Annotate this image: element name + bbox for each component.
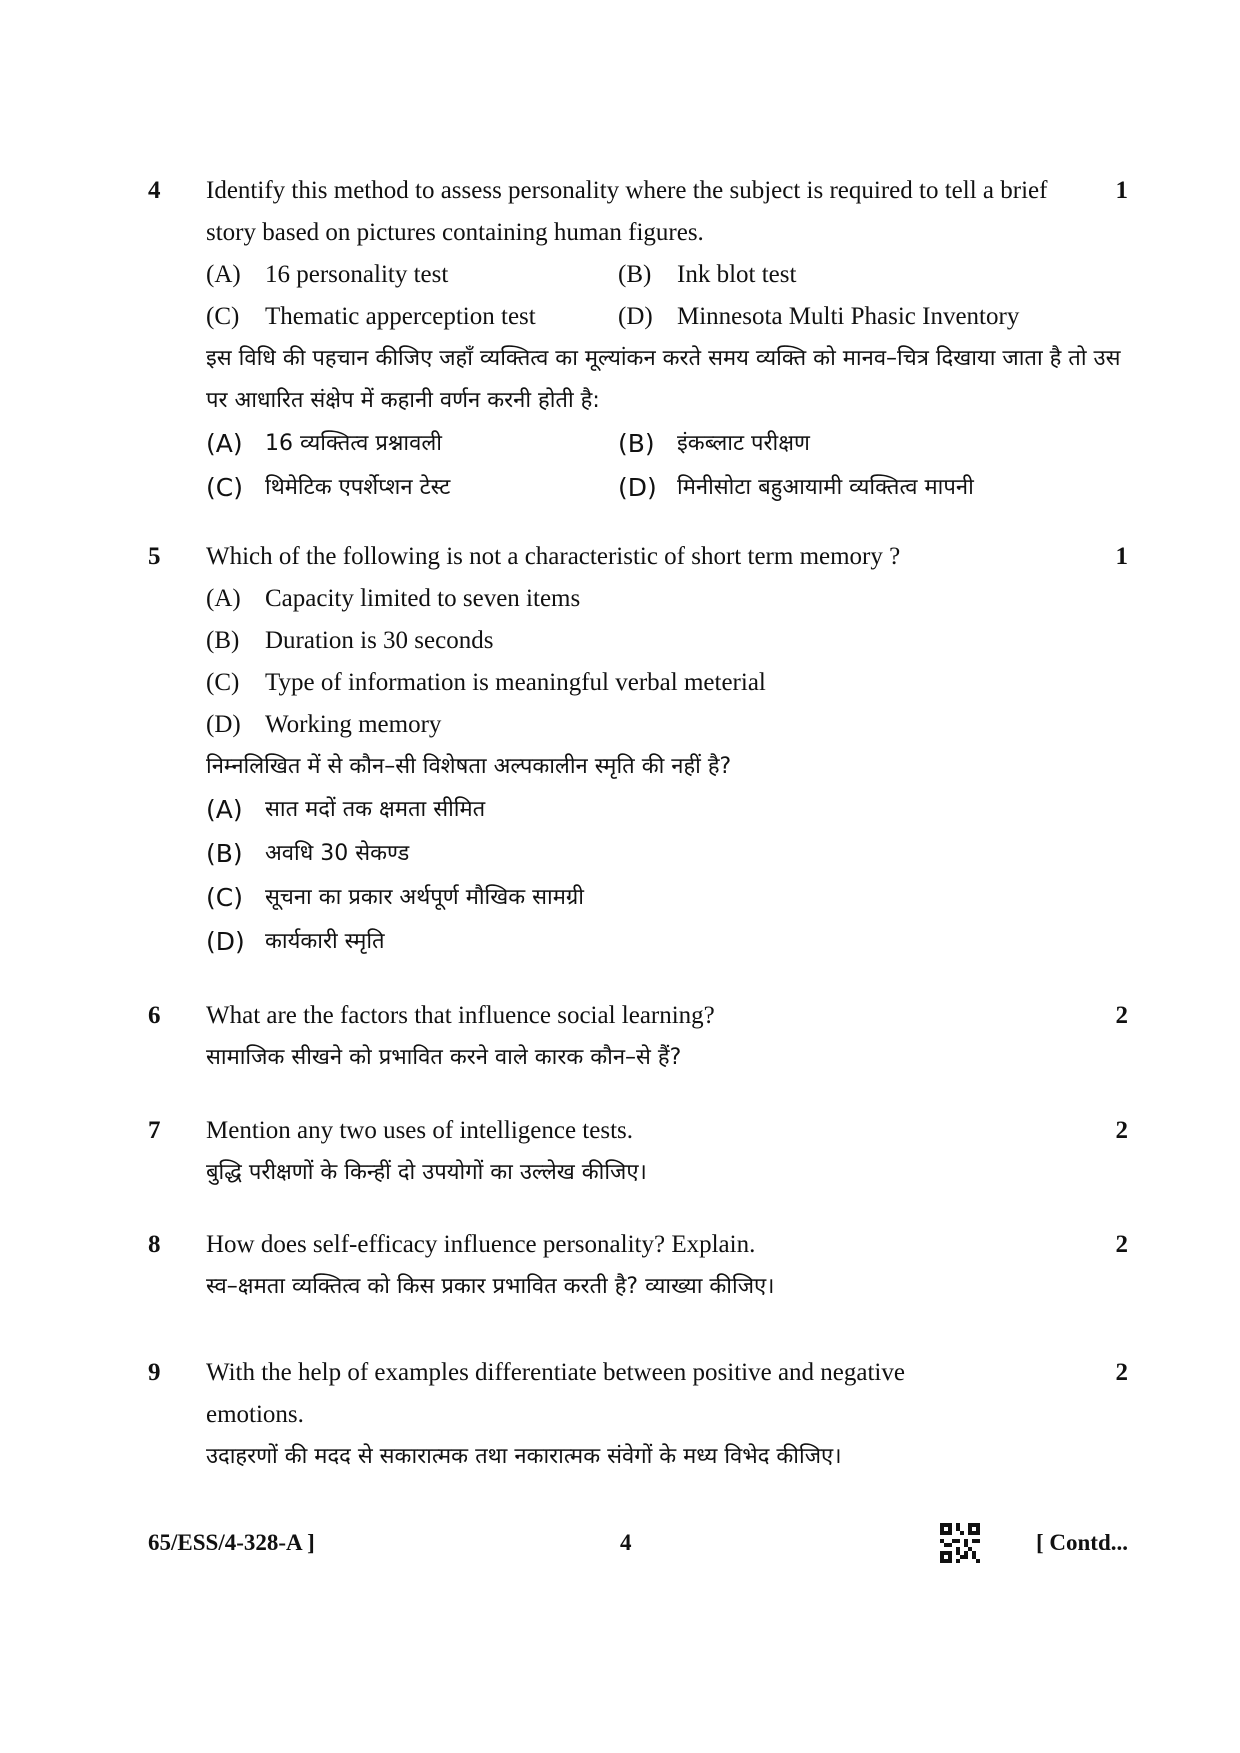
question-number: 8	[148, 1231, 161, 1258]
option-c-en: (C) Type of information is meaningful verbal meterial	[206, 669, 766, 696]
option-d-en: (D) Working memory	[206, 711, 442, 738]
question-number: 5	[148, 543, 161, 570]
question-number: 7	[148, 1117, 161, 1144]
page-number: 4	[620, 1530, 632, 1555]
question-marks: 2	[1115, 1002, 1128, 1029]
option-d-en: (D) Minnesota Multi Phasic Inventory	[618, 303, 1020, 330]
option-d-hi: (D) मिनीसोटा बहुआयामी व्यक्तित्व मापनी	[618, 473, 974, 502]
question-text-hi: इस विधि की पहचान कीजिए जहाँ व्यक्तित्व का मूल्यांकन करते समय व्यक्ति को मानव–चित्र दिखाया जाता है तो उस पर आधारित संक्षेप में कहानी वर्णन करनी होती है:	[206, 346, 1121, 413]
question-number: 6	[148, 1002, 161, 1029]
option-a-hi: (A) 16 व्यक्तित्व प्रश्नावली	[206, 429, 442, 458]
question-marks: 2	[1115, 1231, 1128, 1258]
option-b-en: (B) Duration is 30 seconds	[206, 627, 494, 654]
options-en	[206, 254, 1066, 338]
question-marks: 2	[1115, 1117, 1128, 1144]
question-text-en: What are the factors that influence social learning?	[206, 1002, 715, 1029]
options-hi	[206, 788, 1066, 964]
paper-code: 65/ESS/4-328-A ]	[148, 1530, 315, 1555]
option-d-hi: (D) कार्यकारी स्मृति	[206, 927, 385, 956]
option-a-en: (A) Capacity limited to seven items	[206, 585, 581, 612]
question-text-en: How does self-efficacy influence personality? Explain.	[206, 1231, 756, 1258]
continued-label: [ Contd...	[1035, 1530, 1128, 1555]
question-text-en: Mention any two uses of intelligence tests.	[206, 1117, 634, 1144]
question-number: 4	[148, 177, 161, 204]
question-marks: 2	[1115, 1359, 1128, 1386]
question-text-hi: सामाजिक सीखने को प्रभावित करने वाले कारक कौन–से हैं?	[206, 1045, 682, 1070]
option-b-en: (B) Ink blot test	[618, 261, 797, 288]
question-text-hi: उदाहरणों की मदद से सकारात्मक तथा नकारात्मक संवेगों के मध्य विभेद कीजिए।	[206, 1444, 842, 1469]
option-b-hi: (B) अवधि 30 सेकण्ड	[206, 839, 410, 868]
question-text-en: Identify this method to assess personality where the subject is required to tell a brief story based on pictures containing human figures.	[206, 177, 1048, 246]
option-a-hi: (A) सात मदों तक क्षमता सीमित	[206, 795, 486, 824]
option-a-en: (A) 16 personality test	[206, 261, 449, 288]
question-text-en: With the help of examples differentiate between positive and negative emotions.	[206, 1359, 905, 1428]
question-text-hi: निम्नलिखित में से कौन–सी विशेषता अल्पकालीन स्मृति की नहीं है?	[206, 754, 732, 779]
question-text-hi: बुद्धि परीक्षणों के किन्हीं दो उपयोगों का उल्लेख कीजिए।	[206, 1160, 647, 1185]
option-c-hi: (C) सूचना का प्रकार अर्थपूर्ण मौखिक सामग्री	[206, 883, 584, 912]
question-marks: 1	[1115, 543, 1128, 570]
question-marks: 1	[1115, 177, 1128, 204]
qr-code-icon	[940, 1523, 980, 1563]
option-c-en: (C) Thematic apperception test	[206, 303, 536, 330]
question-number: 9	[148, 1359, 161, 1386]
question-text-en: Which of the following is not a characteristic of short term memory ?	[206, 543, 901, 570]
option-b-hi: (B) इंकब्लाट परीक्षण	[618, 429, 810, 458]
option-c-hi: (C) थिमेटिक एपर्शेप्शन टेस्ट	[206, 473, 451, 502]
options-en	[206, 578, 1066, 746]
options-hi	[206, 422, 1066, 510]
question-text-hi: स्व–क्षमता व्यक्तित्व को किस प्रकार प्रभावित करती है? व्याख्या कीजिए।	[206, 1274, 775, 1299]
page-footer	[148, 1520, 1128, 1566]
